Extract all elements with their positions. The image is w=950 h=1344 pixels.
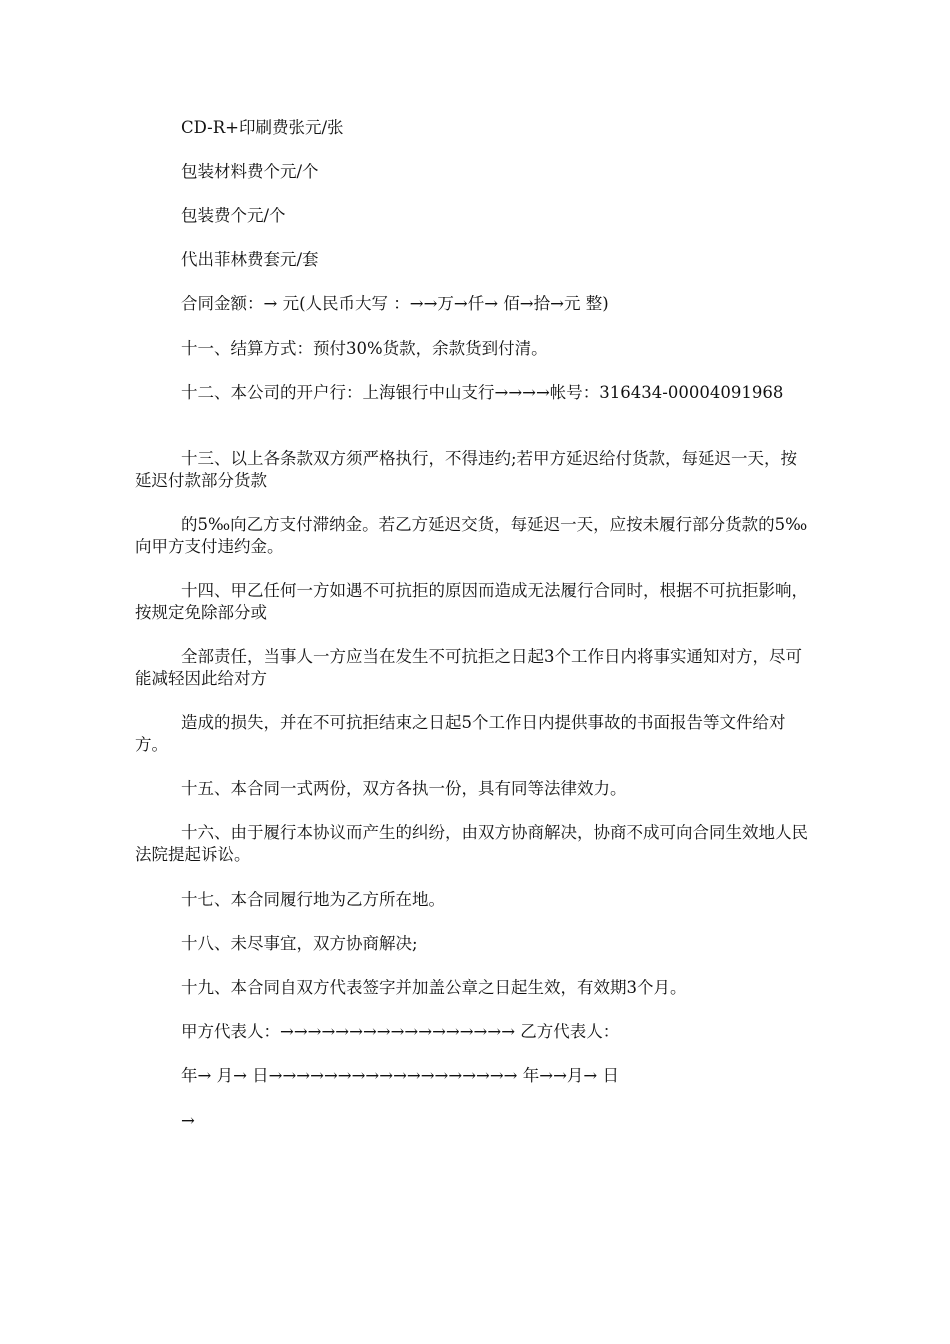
signature-representatives-line: 甲方代表人：→→→→→→→→→→→→→→→→→ 乙方代表人： [181, 1022, 620, 1041]
paragraph-clause-14-cont-2: 造成的损失，并在不可抗拒结束之日起5个工作日内提供事故的书面报告等文件给对方。 [135, 713, 786, 754]
paragraph-cdr-printing-fee: CD-R+印刷费张元/张 [181, 118, 344, 137]
paragraph-clause-11: 十一、结算方式：预付30%货款，余款货到付清。 [181, 339, 548, 358]
signature-date-line: 年→ 月→ 日→→→→→→→→→→→→→→→→→→ 年→→月→ 日 [181, 1066, 619, 1085]
paragraph-clause-17: 十七、本合同履行地为乙方所在地。 [181, 890, 445, 909]
paragraph-clause-13-cont: 的5‰向乙方支付滞纳金。若乙方延迟交货，每延迟一天，应按未履行部分货款的5‰向甲方支付违约金。 [135, 515, 808, 556]
paragraph-clause-12: 十二、本公司的开户行：上海银行中山支行→→→→帐号：316434-00004091968 [181, 383, 784, 402]
paragraph-packaging-fee: 包装费个元/个 [181, 206, 286, 225]
paragraph-packaging-material-fee: 包装材料费个元/个 [181, 162, 319, 181]
paragraph-clause-13: 十三、以上各条款双方须严格执行，不得违约;若甲方延迟给付货款，每延迟一天，按延迟付款部分货款 [135, 449, 798, 490]
paragraph-clause-19: 十九、本合同自双方代表签字并加盖公章之日起生效，有效期3个月。 [181, 978, 687, 997]
paragraph-clause-15: 十五、本合同一式两份，双方各执一份，具有同等法律效力。 [181, 779, 627, 798]
trailing-arrow-line: → [181, 1111, 195, 1130]
paragraph-clause-14-cont-1: 全部责任，当事人一方应当在发生不可抗拒之日起3个工作日内将事实通知对方，尽可能减轻因此给对方 [135, 647, 802, 688]
paragraph-film-fee: 代出菲林费套元/套 [181, 250, 319, 269]
paragraph-clause-18: 十八、未尽事宜，双方协商解决; [181, 934, 418, 953]
paragraph-clause-14: 十四、甲乙任何一方如遇不可抗拒的原因而造成无法履行合同时，根据不可抗拒影响，按规定免除部分或 [135, 581, 808, 622]
paragraph-clause-16: 十六、由于履行本协议而产生的纠纷，由双方协商解决，协商不成可向合同生效地人民法院提起诉讼。 [135, 823, 808, 864]
paragraph-contract-amount: 合同金额：→ 元(人民币大写 ：→→万→仟→ 佰→拾→元 整) [181, 294, 609, 313]
